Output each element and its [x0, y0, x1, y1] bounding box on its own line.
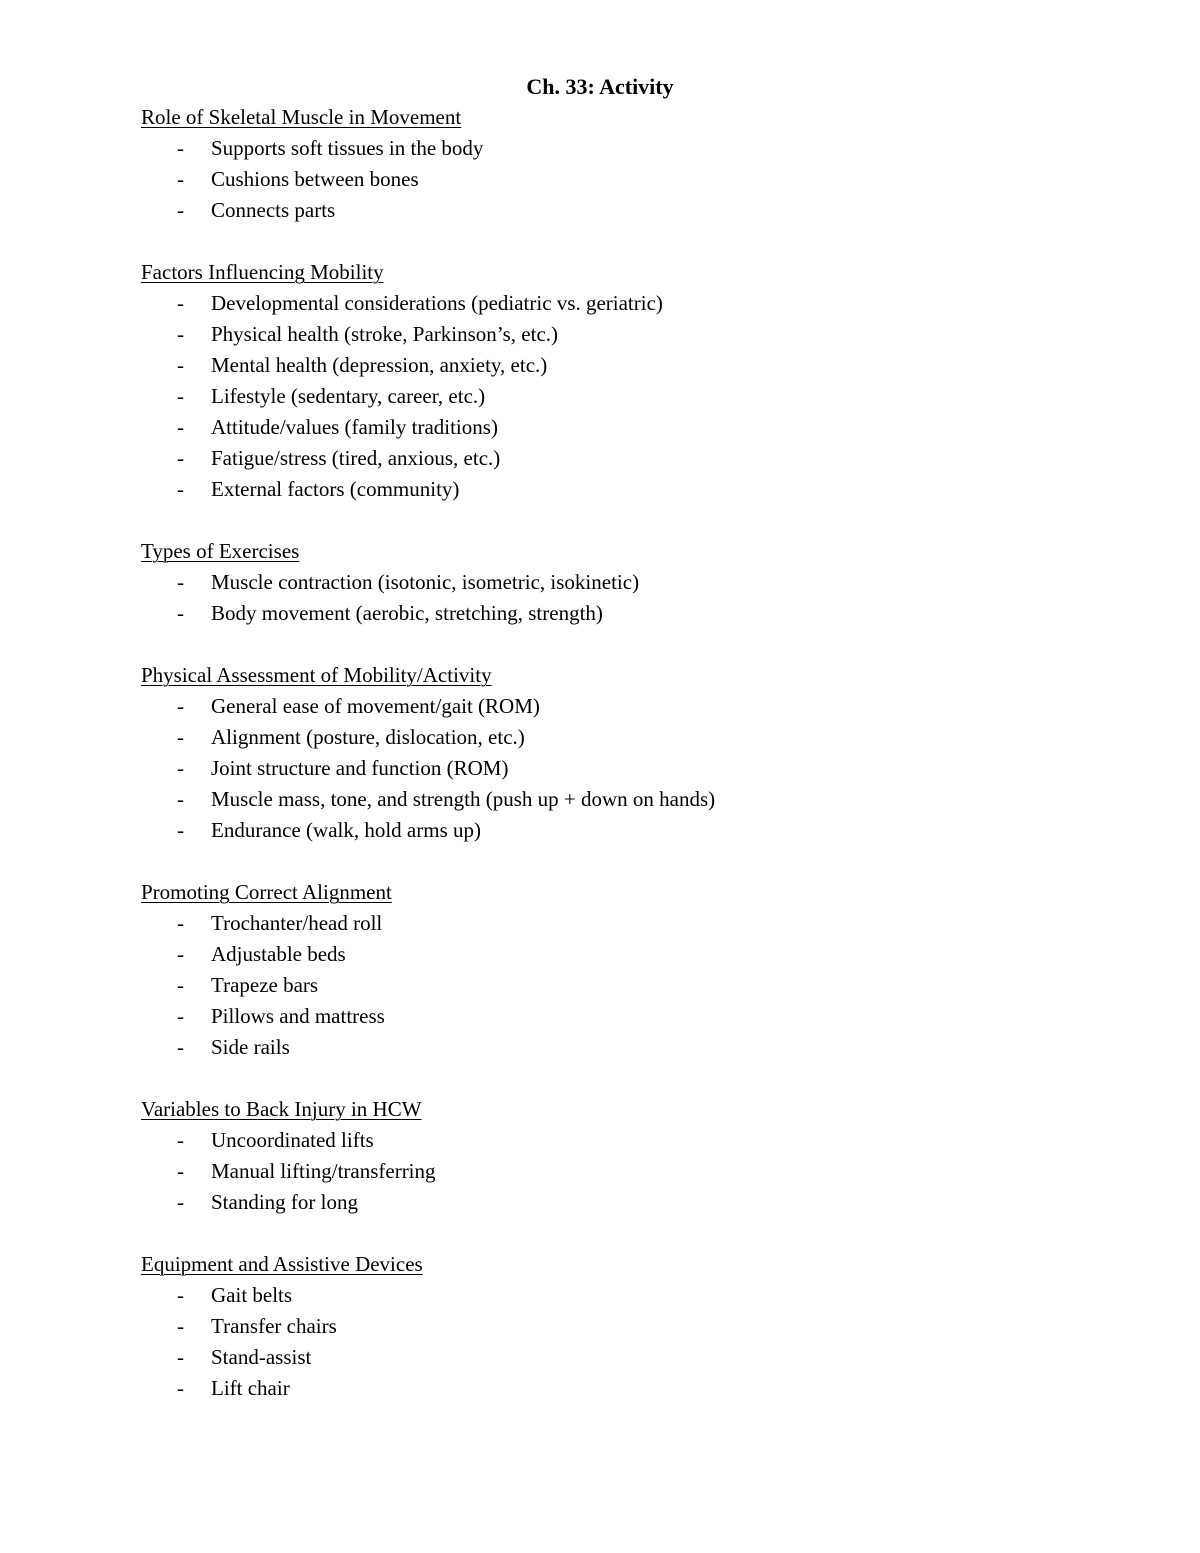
section-physical-assessment [141, 660, 1041, 846]
bullet-list [141, 1125, 1041, 1218]
bullet-dash: - [177, 291, 184, 315]
bullet-list [141, 1280, 1041, 1404]
list-item [141, 753, 1041, 784]
list-item [141, 412, 1041, 443]
list-item-text: Alignment (posture, dislocation, etc.) [211, 725, 525, 749]
bullet-dash: - [177, 136, 184, 160]
list-item-text: Endurance (walk, hold arms up) [211, 818, 481, 842]
list-item [141, 1125, 1041, 1156]
list-item-text: Stand-assist [211, 1345, 312, 1369]
bullet-dash: - [177, 942, 184, 966]
list-item-text: Attitude/values (family traditions) [211, 415, 498, 439]
section-role-of-skeletal-muscle [141, 102, 1041, 226]
list-item [141, 1187, 1041, 1218]
list-item-text: Muscle mass, tone, and strength (push up + down on hands) [211, 787, 716, 811]
bullet-list [141, 691, 1041, 846]
bullet-dash: - [177, 477, 184, 501]
list-item-text: Gait belts [211, 1283, 293, 1307]
list-item [141, 1280, 1041, 1311]
bullet-dash: - [177, 694, 184, 718]
section-heading: Physical Assessment of Mobility/Activity [141, 663, 492, 687]
section-heading: Equipment and Assistive Devices [141, 1252, 423, 1276]
list-item [141, 1342, 1041, 1373]
bullet-dash: - [177, 1283, 184, 1307]
list-item [141, 350, 1041, 381]
list-item [141, 722, 1041, 753]
section-heading: Variables to Back Injury in HCW [141, 1097, 422, 1121]
list-item [141, 1001, 1041, 1032]
list-item-text: Body movement (aerobic, stretching, strength) [211, 601, 603, 625]
bullet-dash: - [177, 570, 184, 594]
section-equipment-assistive-devices [141, 1249, 1041, 1404]
list-item-text: Manual lifting/transferring [211, 1159, 436, 1183]
bullet-dash: - [177, 1376, 184, 1400]
list-item [141, 443, 1041, 474]
list-item-text: Lift chair [211, 1376, 290, 1400]
bullet-dash: - [177, 415, 184, 439]
list-item-text: Lifestyle (sedentary, career, etc.) [211, 384, 486, 408]
list-item [141, 133, 1041, 164]
list-item-text: Trochanter/head roll [211, 911, 383, 935]
bullet-list [141, 288, 1041, 505]
list-item-text: Transfer chairs [211, 1314, 337, 1338]
bullet-dash: - [177, 1128, 184, 1152]
list-item-text: Adjustable beds [211, 942, 346, 966]
bullet-dash: - [177, 911, 184, 935]
bullet-list [141, 567, 1041, 629]
list-item [141, 598, 1041, 629]
list-item-text: Developmental considerations (pediatric vs. geriatric) [211, 291, 663, 315]
bullet-dash: - [177, 322, 184, 346]
list-item [141, 908, 1041, 939]
list-item-text: Mental health (depression, anxiety, etc.) [211, 353, 548, 377]
list-item [141, 1311, 1041, 1342]
bullet-dash: - [177, 1004, 184, 1028]
bullet-dash: - [177, 725, 184, 749]
list-item-text: Side rails [211, 1035, 290, 1059]
bullet-dash: - [177, 384, 184, 408]
bullet-dash: - [177, 973, 184, 997]
bullet-list [141, 908, 1041, 1063]
list-item [141, 381, 1041, 412]
list-item [141, 1156, 1041, 1187]
list-item [141, 288, 1041, 319]
bullet-dash: - [177, 756, 184, 780]
list-item [141, 939, 1041, 970]
list-item-text: Connects parts [211, 198, 336, 222]
list-item [141, 784, 1041, 815]
list-item-text: General ease of movement/gait (ROM) [211, 694, 540, 718]
list-item-text: Fatigue/stress (tired, anxious, etc.) [211, 446, 501, 470]
list-item [141, 1032, 1041, 1063]
bullet-dash: - [177, 1190, 184, 1214]
list-item-text: Cushions between bones [211, 167, 419, 191]
bullet-dash: - [177, 818, 184, 842]
list-item-text: Supports soft tissues in the body [211, 136, 484, 160]
bullet-dash: - [177, 1159, 184, 1183]
page-title: Ch. 33: Activity [526, 74, 674, 99]
list-item-text: Pillows and mattress [211, 1004, 385, 1028]
list-item [141, 474, 1041, 505]
section-factors-influencing-mobility [141, 257, 1041, 505]
list-item [141, 1373, 1041, 1404]
list-item-text: Uncoordinated lifts [211, 1128, 374, 1152]
bullet-dash: - [177, 167, 184, 191]
list-item-text: External factors (community) [211, 477, 460, 501]
list-item [141, 815, 1041, 846]
section-heading: Types of Exercises [141, 539, 300, 563]
bullet-dash: - [177, 198, 184, 222]
list-item [141, 164, 1041, 195]
list-item-text: Physical health (stroke, Parkinson’s, etc.) [211, 322, 559, 346]
bullet-dash: - [177, 1345, 184, 1369]
bullet-dash: - [177, 787, 184, 811]
section-types-of-exercises [141, 536, 1041, 629]
list-item-text: Standing for long [211, 1190, 358, 1214]
bullet-dash: - [177, 601, 184, 625]
bullet-dash: - [177, 446, 184, 470]
list-item [141, 970, 1041, 1001]
list-item [141, 319, 1041, 350]
list-item-text: Joint structure and function (ROM) [211, 756, 509, 780]
bullet-dash: - [177, 1314, 184, 1338]
list-item-text: Muscle contraction (isotonic, isometric, isokinetic) [211, 570, 640, 594]
bullet-dash: - [177, 353, 184, 377]
list-item [141, 567, 1041, 598]
section-heading: Factors Influencing Mobility [141, 260, 384, 284]
section-heading: Role of Skeletal Muscle in Movement [141, 105, 462, 129]
bullet-dash: - [177, 1035, 184, 1059]
section-back-injury-variables [141, 1094, 1041, 1218]
list-item [141, 195, 1041, 226]
section-promoting-correct-alignment [141, 877, 1041, 1063]
list-item [141, 691, 1041, 722]
list-item-text: Trapeze bars [211, 973, 319, 997]
section-heading: Promoting Correct Alignment [141, 880, 392, 904]
bullet-list [141, 133, 1041, 226]
document-body [141, 102, 1041, 1435]
